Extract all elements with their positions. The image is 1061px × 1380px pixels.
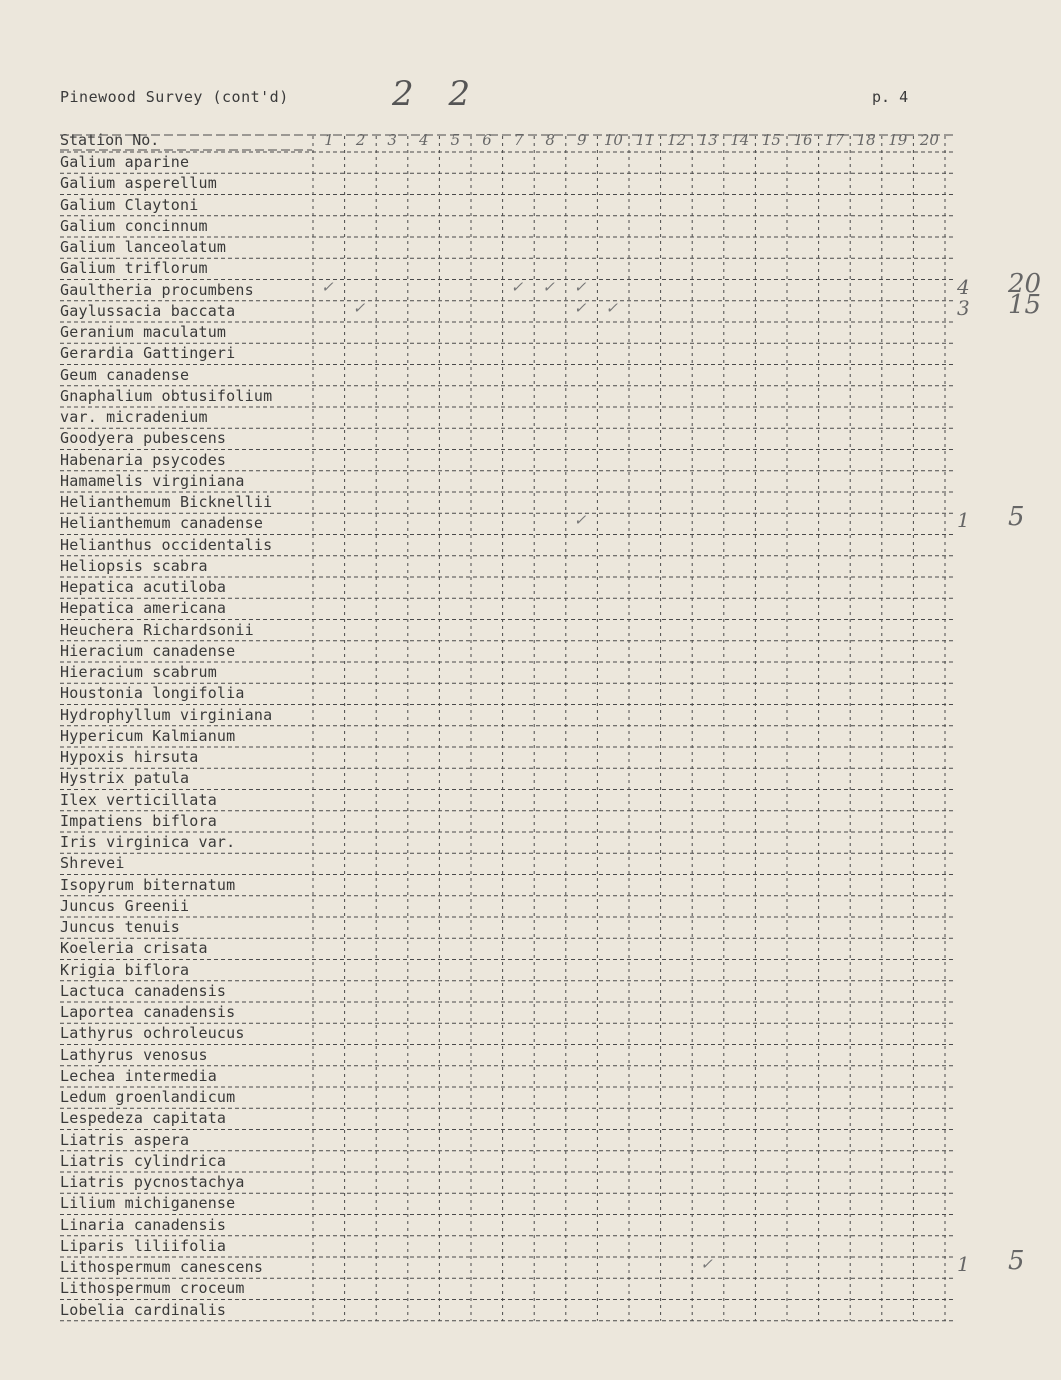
station-number: 5 [450,131,461,149]
species-name: Liatris cylindrica [60,1151,227,1170]
species-name: Lespedeza capitata [60,1109,227,1128]
handwritten-number: 2 2 [392,74,483,114]
species-name: Lobelia cardinalis [60,1300,227,1319]
species-name: Geum canadense [60,365,190,384]
species-name: Koeleria crisata [60,939,208,958]
species-name: Hystrix patula [60,769,190,788]
check-mark: ✓ [605,298,618,317]
station-count: 1 [957,1252,970,1276]
species-name: Gnaphalium obtusifolium [60,386,273,405]
species-name: Gaultheria procumbens [60,280,254,299]
species-name: Goodyera pubescens [60,429,227,448]
species-name: Galium Claytoni [60,195,199,214]
station-count: 4 [957,274,970,299]
survey-title: Pinewood Survey (cont'd) [60,88,289,106]
species-name: Hieracium canadense [60,641,236,660]
station-number: 13 [698,131,718,149]
station-number: 4 [419,131,429,149]
species-name: Lathyrus venosus [60,1045,208,1064]
station-number: 12 [667,131,687,149]
station-number: 11 [635,131,655,149]
check-mark: ✓ [573,298,587,317]
station-number: 17 [825,131,845,149]
station-number: 19 [888,131,908,149]
species-name: Hypericum Kalmianum [60,726,236,745]
species-name: Galium asperellum [60,174,217,193]
species-name: Iris virginica var. [60,833,236,851]
station-number: 7 [513,131,524,149]
species-name: Helianthus occidentalis [60,535,273,554]
species-name: Lathyrus ochroleucus [60,1024,245,1043]
species-name: Linaria canadensis [60,1215,227,1234]
species-name: Geranium maculatum [60,323,227,341]
species-name: Heliopsis scabra [60,556,208,575]
station-number: 14 [730,131,750,149]
species-name: Gerardia Gattingeri [60,344,236,363]
station-count: 1 [957,508,970,533]
species-name: Impatiens biflora [60,811,217,830]
station-number: 20 [919,131,939,149]
check-mark: ✓ [573,511,587,530]
species-name: Hieracium scabrum [60,663,217,681]
species-name: Hydrophyllum virginiana [60,705,273,724]
page-number: p. 4 [872,88,909,106]
station-number: 16 [793,131,813,149]
species-name: var. micradenium [60,408,208,426]
station-count: 3 [957,295,970,320]
station-number: 3 [387,131,397,149]
species-name: Galium aparine [60,153,190,171]
species-name: Hamamelis virginiana [60,471,245,490]
check-mark: ✓ [510,277,524,296]
check-mark: ✓ [542,277,555,296]
station-number: 18 [856,131,876,149]
species-name: Lithospermum croceum [60,1279,245,1298]
station-number: 6 [482,131,492,149]
species-name: Habenaria psycodes [60,450,227,469]
species-name: Galium lanceolatum [60,238,227,256]
frequency-total: 15 [1008,289,1042,320]
species-name: Liatris aspera [60,1130,190,1149]
frequency-total: 20 [1008,268,1042,299]
species-name: Hepatica acutiloba [60,578,227,596]
species-name: Liparis liliifolia [60,1236,227,1255]
species-name: Liatris pycnostachya [60,1173,245,1191]
frequency-total: 5 [1008,502,1025,533]
species-name: Juncus tenuis [60,918,180,936]
species-name: Hypoxis hirsuta [60,748,199,766]
species-name: Houstonia longifolia [60,684,245,703]
station-number: 15 [761,131,781,149]
species-name: Galium concinnum [60,216,208,235]
species-name: Lactuca canadensis [60,981,227,1000]
species-name: Gaylussacia baccata [60,301,236,320]
station-number: 8 [545,131,555,149]
species-name: Lechea intermedia [60,1066,217,1085]
check-mark: ✓ [573,277,587,296]
check-mark: ✓ [352,298,366,317]
species-name: Isopyrum biternatum [60,875,236,894]
station-number: 9 [577,131,587,149]
check-mark: ✓ [700,1255,713,1273]
species-name: Hepatica americana [60,599,227,618]
species-name: Helianthemum canadense [60,514,264,533]
species-name: Lithospermum canescens [60,1258,264,1276]
species-name: Juncus Greenii [60,896,190,915]
station-number: 2 [355,131,366,149]
check-mark: ✓ [321,277,334,296]
species-name: Krigia biflora [60,960,190,979]
frequency-total: 5 [1008,1246,1025,1276]
station-label: Station No. [60,131,160,149]
species-name: Ilex verticillata [60,790,217,809]
species-name: Galium triflorum [60,259,208,278]
species-name: Ledum groenlandicum [60,1088,236,1106]
station-number: 1 [324,131,334,149]
species-name: Laportea canadensis [60,1003,236,1021]
species-name: Shrevei [60,854,125,873]
species-name: Helianthemum Bicknellii [60,493,273,511]
station-number: 10 [603,131,623,149]
species-name: Lilium michiganense [60,1194,236,1213]
species-name: Heuchera Richardsonii [60,620,254,639]
